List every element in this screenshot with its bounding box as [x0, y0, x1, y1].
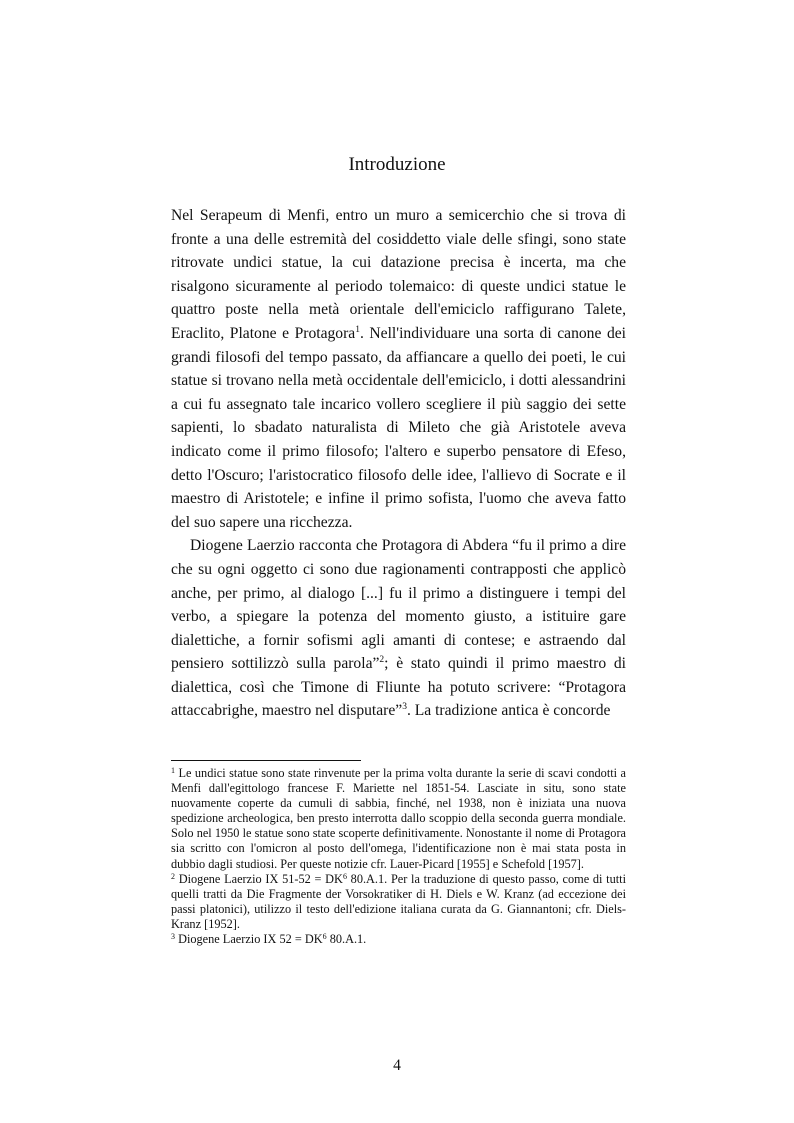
paragraph-text: Nel Serapeum di Menfi, entro un muro a semicerchio che si trova di fronte a una delle estremità del cosiddetto viale delle sfingi, sono state ritrovate undici statue, la cui datazione precisa è incerta, ma che risalgono sicuramente al periodo tolemaico: di queste undici statue le quattro poste nella metà orientale dell'emiciclo raffigurano Talete, Eraclito, Platone e Protagora — [171, 207, 626, 342]
footnotes — [171, 766, 626, 947]
paragraph-2 — [171, 534, 626, 723]
footnote-text: 80.A.1. Per la traduzione di questo passo, come di tutti quelli tratti da Die Fragmente der Vorsokratiker di H. Diels e W. Kranz (ad eccezione dei passi platonici), utilizzo il testo dell'edizione italiana curata da G. Giannantoni; cfr. Diels-Kranz [1952]. — [171, 871, 627, 931]
body-text — [171, 204, 626, 723]
page-title: Introduzione — [348, 154, 446, 175]
footnote-marker: 2 — [171, 871, 175, 881]
paragraph-text: . Nell'individuare una sorta di canone dei grandi filosofi del tempo passato, da affiancare a quello dei poeti, le cui statue si trovano nella metà occidentale dell'emiciclo, i dotti alessandrini a cui fu assegnato tale incarico vollero scegliere il più saggio dei sette sapienti, lo sbadato naturalista di Mileto che già Aristotele aveva indicato come il primo filosofo; l'altero e superbo pensatore di Efeso, detto l'Oscuro; l'aristocratico filosofo delle idee, l'allievo di Socrate e il maestro di Aristotele; e infine il primo sofista, l'uomo che aveva fatto del suo sapere una ricchezza. — [171, 324, 626, 531]
page-number: 4 — [393, 1057, 401, 1074]
paragraph-1 — [171, 204, 626, 534]
footnote-separator — [171, 760, 361, 761]
footnote-ref-3[interactable]: 3 — [402, 702, 407, 713]
dk-edition-superscript: 6 — [342, 871, 347, 881]
footnote-text: Diogene Laerzio IX 51-52 = DK — [175, 871, 343, 886]
footnote-marker: 1 — [171, 766, 175, 775]
footnote-ref-2[interactable]: 2 — [379, 655, 385, 666]
footnote-2 — [171, 872, 626, 932]
paragraph-text: Diogene Laerzio racconta che Protagora di Abdera “fu il primo a dire che su ogni oggetto ci sono due ragionamenti contrapposti che applicò anche, per primo, al dialogo [...] fu il primo a distinguere i tempi del verbo, a spiegare la potenza del momento giusto, a istituire gare dialettiche, a fornir sofismi agli amanti di contese; e astraendo dal pensiero sottilizzò sulla parola” — [171, 537, 626, 673]
footnote-marker: 3 — [171, 932, 175, 942]
paragraph-text: ; è stato quindi il primo maestro di dialettica, così che Timone di Fliunte ha potuto scrivere: “Protagora attaccabrighe, maestro nel disputare” — [171, 655, 626, 720]
footnote-text: Le undici statue sono state rinvenute per la prima volta durante la serie di scavi condotti a Menfi dall'egittologo francese F. Mariette nel 1851-54. Lasciate in situ, sono state nuovamente coperte da cumuli di sabbia, finché, nel 1938, non è iniziata una nuova spedizione archeologica, ben presto interrotta dallo scoppio della seconda guerra mondiale. Solo nel 1950 le statue sono state scoperte definitivamente. Nonostante il nome di Protagora sia scritto con l'omicron al posto dell'omega, l'identificazione non è mai stata posta in dubbio dagli studiosi. Per queste notizie cfr. Lauer-Picard [1955] e Schefold [1957]. — [171, 766, 626, 871]
paragraph-text: . La tradizione antica è concorde — [406, 702, 611, 720]
dk-edition-superscript: 6 — [322, 932, 327, 942]
footnote-text: Diogene Laerzio IX 52 = DK — [175, 932, 323, 947]
footnote-text: 80.A.1. — [326, 932, 367, 947]
footnote-1 — [171, 766, 626, 872]
footnote-ref-1[interactable]: 1 — [355, 324, 360, 335]
footnote-3 — [171, 932, 626, 947]
